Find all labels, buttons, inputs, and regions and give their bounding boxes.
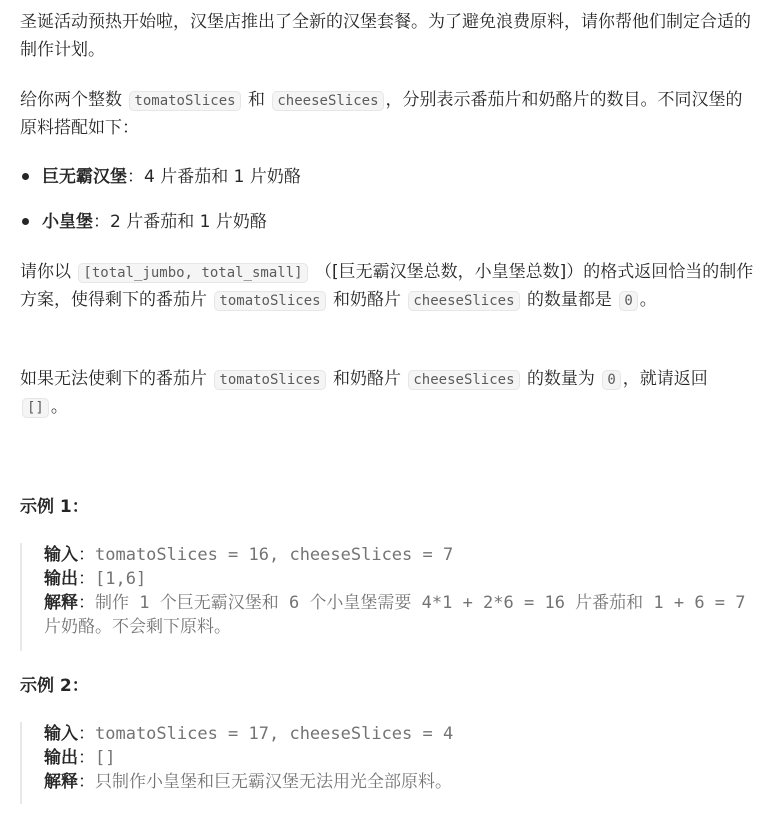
example-input-row bbox=[44, 543, 761, 567]
return-mid2: 和奶酪片 bbox=[332, 290, 401, 310]
code-cheese-slices: cheeseSlices bbox=[408, 370, 519, 390]
recipe-desc: 2 片番茄和 1 片奶酪 bbox=[110, 212, 267, 232]
label-sep: ： bbox=[78, 593, 95, 613]
label-sep: ： bbox=[78, 569, 95, 589]
input-label: 输入 bbox=[44, 724, 78, 744]
example-2-block bbox=[20, 722, 761, 804]
label-sep: ： bbox=[78, 772, 95, 792]
code-return-format: [total_jumbo, total_small] bbox=[78, 263, 307, 283]
example-1-block bbox=[20, 543, 761, 651]
example-output-row bbox=[44, 567, 761, 591]
input-label: 输入 bbox=[44, 545, 78, 565]
return-prefix: 请你以 bbox=[20, 262, 71, 282]
recipe-item-small bbox=[20, 208, 301, 236]
example-output-row bbox=[44, 746, 761, 770]
explain-label: 解释 bbox=[44, 593, 78, 613]
code-tomato-slices: tomatoSlices bbox=[129, 91, 240, 111]
fail-mid1: 和奶酪片 bbox=[332, 369, 401, 389]
recipe-sep: ： bbox=[127, 167, 144, 187]
explain-label: 解释 bbox=[44, 772, 78, 792]
input-value: tomatoSlices = 17, cheeseSlices = 4 bbox=[95, 724, 454, 744]
recipe-item-jumbo bbox=[20, 163, 301, 191]
code-cheese-slices: cheeseSlices bbox=[408, 291, 519, 311]
output-value: [1,6] bbox=[95, 569, 147, 589]
return-rule-paragraph bbox=[20, 258, 757, 314]
recipe-desc: 4 片番茄和 1 片奶酪 bbox=[144, 167, 301, 187]
example-explain-row bbox=[44, 591, 761, 639]
fail-rule-paragraph bbox=[20, 365, 757, 421]
code-empty-array: [] bbox=[22, 398, 49, 418]
bullet-icon bbox=[22, 218, 29, 225]
return-mid1: （[巨无霸汉堡总数，小皇堡总数]）的格式返回恰当的制作方案，使得剩下的番茄片 bbox=[20, 262, 754, 310]
label-sep: ： bbox=[78, 748, 95, 768]
intro-paragraph: 圣诞活动预热开始啦，汉堡店推出了全新的汉堡套餐。为了避免浪费原料，请你帮他们制定合适的制作计划。 bbox=[20, 12, 751, 60]
label-sep: ： bbox=[78, 724, 95, 744]
recipe-name: 巨无霸汉堡 bbox=[42, 167, 127, 187]
code-tomato-slices: tomatoSlices bbox=[214, 291, 325, 311]
explain-value: 制作 1 个巨无霸汉堡和 6 个小皇堡需要 4*1 + 2*6 = 16 片番茄和 1 + 6 = 7 片奶酪。不会剩下原料。 bbox=[44, 593, 756, 637]
bullet-icon bbox=[22, 173, 29, 180]
explain-value: 只制作小皇堡和巨无霸汉堡无法用光全部原料。 bbox=[95, 772, 452, 792]
return-mid3: 的数量都是 bbox=[526, 290, 612, 310]
label-sep: ： bbox=[78, 545, 95, 565]
given-suffix: ，分别表示番茄片和奶酪片的数目。不同汉堡的原料搭配如下： bbox=[20, 90, 743, 138]
example-input-row bbox=[44, 722, 761, 746]
example-1-title: 示例 1： bbox=[20, 497, 89, 517]
example-explain-row bbox=[44, 770, 761, 794]
fail-prefix: 如果无法使剩下的番茄片 bbox=[20, 369, 207, 389]
return-end: 。 bbox=[639, 290, 657, 310]
given-prefix: 给你两个整数 bbox=[20, 90, 122, 110]
recipe-name: 小皇堡 bbox=[42, 212, 93, 232]
input-value: tomatoSlices = 16, cheeseSlices = 7 bbox=[95, 545, 454, 565]
recipe-list bbox=[20, 163, 301, 253]
output-label: 输出 bbox=[44, 569, 78, 589]
code-tomato-slices: tomatoSlices bbox=[214, 370, 325, 390]
fail-mid3: ，就请返回 bbox=[622, 369, 708, 389]
given-paragraph bbox=[20, 86, 757, 142]
fail-end: 。 bbox=[50, 397, 68, 417]
recipe-sep: ： bbox=[93, 212, 110, 232]
example-2-title: 示例 2： bbox=[20, 676, 89, 696]
code-cheese-slices: cheeseSlices bbox=[272, 91, 383, 111]
given-and: 和 bbox=[247, 90, 265, 110]
output-label: 输出 bbox=[44, 748, 78, 768]
code-zero: 0 bbox=[619, 291, 637, 311]
fail-mid2: 的数量为 bbox=[526, 369, 595, 389]
code-zero: 0 bbox=[602, 370, 620, 390]
output-value: [] bbox=[95, 748, 116, 768]
